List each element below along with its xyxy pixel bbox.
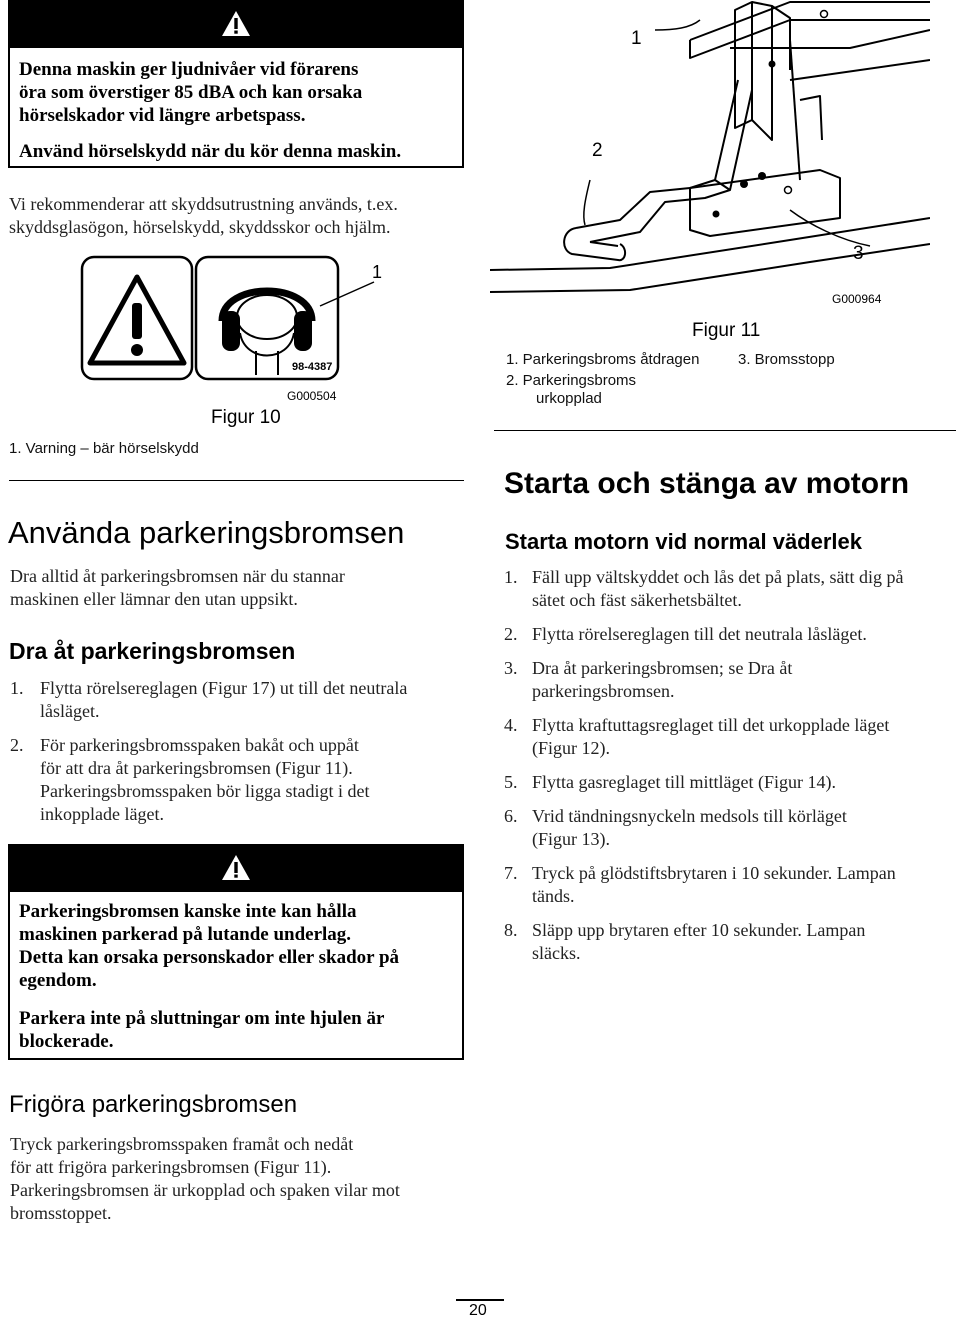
step-number: 5. [504, 772, 518, 792]
warning-line: Parkeringsbromsen kanske inte kan hålla [19, 901, 357, 922]
step-number: 1. [10, 678, 24, 698]
text-line: Flytta gasreglaget till mittläget (Figur 14). [532, 772, 836, 792]
protective-equipment-text [9, 193, 398, 239]
engine-step-7 [504, 862, 956, 908]
apply-brake-step-2 [10, 734, 460, 826]
warning-text [10, 48, 462, 163]
engine-step-6 [504, 805, 956, 851]
hearing-warning-box [8, 0, 464, 168]
step-number: 8. [504, 920, 518, 940]
step-number: 2. [504, 624, 518, 644]
warning-text [10, 892, 462, 1053]
legend-item: 3. Bromsstopp [738, 351, 835, 368]
engine-start-steps [504, 566, 956, 976]
text-line: Tryck parkeringsbromsspaken framåt och nedåt [10, 1134, 354, 1154]
figure11-title: Figur 11 [692, 320, 761, 341]
warning-line: blockerade. [19, 1031, 114, 1052]
step-number: 4. [504, 715, 518, 735]
page-number-rule [456, 1299, 504, 1301]
step-number: 7. [504, 863, 518, 883]
text-line: bromsstoppet. [10, 1203, 112, 1223]
slope-warning-box [8, 844, 464, 1060]
engine-step-1 [504, 566, 956, 612]
warning-triangle-icon [221, 10, 251, 37]
figure10-legend: 1. Varning – bär hörselskydd [9, 440, 199, 457]
warning-line: egendom. [19, 970, 97, 991]
warning-header-bar [10, 2, 462, 48]
parking-brake-intro [10, 565, 345, 611]
legend-item: urkopplad [536, 390, 602, 407]
decal-code: 98-4387 [292, 361, 333, 373]
text-line: Flytta kraftuttagsreglaget till det urkopplade läget [532, 715, 890, 735]
apply-brake-heading: Dra åt parkeringsbromsen [9, 638, 296, 664]
text-line: släcks. [532, 943, 581, 963]
section-divider [9, 480, 464, 481]
parking-brake-lever-illustration [490, 0, 930, 310]
text-line: Flytta rörelsereglagen till det neutrala låsläget. [532, 624, 867, 644]
text-line: (Figur 12). [532, 738, 610, 758]
text-line: Dra alltid åt parkeringsbromsen när du stannar [10, 566, 345, 586]
warning-line: Detta kan orsaka personskador eller skador på [19, 947, 400, 968]
warning-triangle-icon [221, 854, 251, 881]
figure11-callout-1: 1 [631, 28, 642, 49]
normal-weather-heading: Starta motorn vid normal väderlek [505, 529, 862, 554]
parking-brake-heading: Använda parkeringsbromsen [8, 515, 405, 550]
engine-step-8 [504, 919, 956, 965]
engine-heading: Starta och stänga av motorn [504, 467, 910, 500]
engine-step-4 [504, 714, 956, 760]
section-divider [494, 430, 956, 431]
figure11-callout-2: 2 [592, 140, 603, 161]
text-line: Dra åt parkeringsbromsen; se Dra åt [532, 658, 793, 678]
text-line: maskinen eller lämnar den utan uppsikt. [10, 589, 298, 609]
figure10-callout-line [318, 280, 378, 310]
text-line: Fäll upp vältskyddet och lås det på plats, sätt dig på [532, 567, 904, 587]
text-line: parkeringsbromsen. [532, 681, 675, 701]
text-line: För parkeringsbromsspaken bakåt och uppåt [40, 735, 359, 755]
text-line: Släpp upp brytaren efter 10 sekunder. Lampan [532, 920, 866, 940]
figure10-callout-1: 1 [372, 262, 383, 282]
warning-header-bar [10, 846, 462, 892]
figure11-callout-3: 3 [853, 243, 864, 264]
legend-item: 1. Parkeringsbroms åtdragen [506, 351, 700, 368]
text-line: tänds. [532, 886, 575, 906]
text-line: Vrid tändningsnyckeln medsols till körläget [532, 806, 847, 826]
step-number: 6. [504, 806, 518, 826]
text-line: skyddsglasögon, hörselskydd, skyddsskor och hjälm. [9, 217, 391, 237]
engine-step-5 [504, 771, 956, 794]
figure10-image-code: G000504 [287, 389, 337, 403]
text-line: för att dra åt parkeringsbromsen (Figur 11). [40, 758, 353, 778]
text-line: för att frigöra parkeringsbromsen (Figur 11). [10, 1157, 332, 1177]
text-line: låsläget. [40, 701, 100, 721]
figure10-title: Figur 10 [211, 407, 281, 428]
release-brake-text [10, 1133, 400, 1225]
figure11-image-code: G000964 [832, 292, 882, 306]
page-number: 20 [469, 1302, 487, 1319]
step-number: 1. [504, 567, 518, 587]
text-line: Parkeringsbromsspaken bör ligga stadigt i det [40, 781, 370, 801]
step-number: 3. [504, 658, 518, 678]
text-line: Flytta rörelsereglagen (Figur 17) ut till det neutrala [40, 678, 408, 698]
text-line: Vi rekommenderar att skyddsutrustning används, t.ex. [9, 194, 398, 214]
text-line: Tryck på glödstiftsbrytaren i 10 sekunder. Lampan [532, 863, 896, 883]
text-line: sätet och fäst säkerhetsbältet. [532, 590, 742, 610]
engine-step-2 [504, 623, 956, 646]
apply-brake-step-1 [10, 677, 460, 723]
text-line: Parkeringsbromsen är urkopplad och spaken vilar mot [10, 1180, 400, 1200]
warning-line: Denna maskin ger ljudnivåer vid förarens [19, 59, 359, 80]
warning-line: öra som överstiger 85 dBA och kan orsaka [19, 82, 363, 103]
warning-line: maskinen parkerad på lutande underlag. [19, 924, 352, 945]
warning-line: Parkera inte på sluttningar om inte hjulen är [19, 1008, 385, 1029]
engine-step-3 [504, 657, 956, 703]
warning-line: Använd hörselskydd när du kör denna maskin. [19, 141, 402, 162]
text-line: (Figur 13). [532, 829, 610, 849]
warning-line: hörselskador vid längre arbetspass. [19, 105, 306, 126]
step-number: 2. [10, 735, 24, 755]
release-brake-heading: Frigöra parkeringsbromsen [9, 1091, 298, 1118]
text-line: inkopplade läget. [40, 804, 164, 824]
legend-item: 2. Parkeringsbroms [506, 372, 637, 389]
